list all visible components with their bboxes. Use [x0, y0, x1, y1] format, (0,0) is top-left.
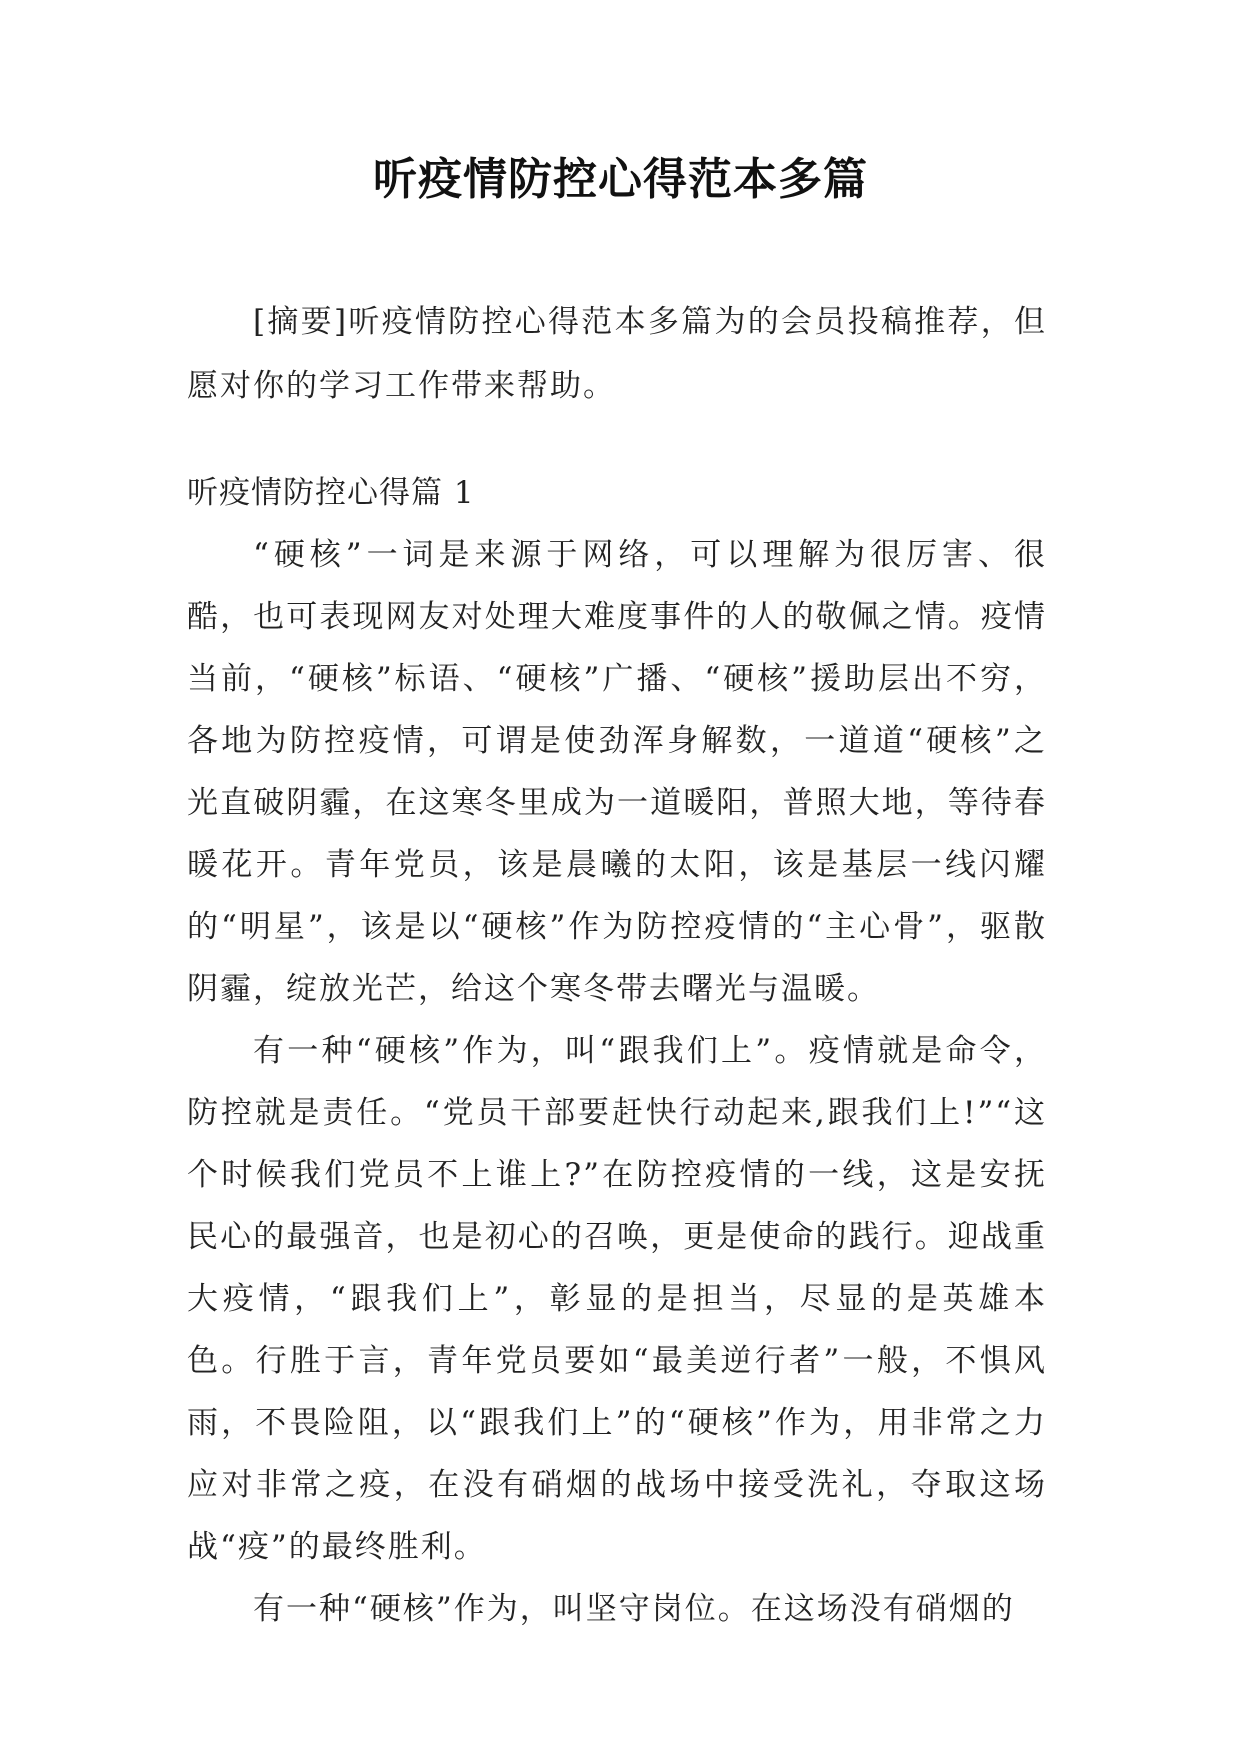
- paragraph: 有一种“硬核”作为，叫“跟我们上”。疫情就是命令，防控就是责任。“党员干部要赶快行动起来,跟我们上!”“这个时候我们党员不上谁上?”在防控疫情的一线，这是安抚民心的最强音，也是初心的召唤，更是使命的践行。迎战重大疫情，“跟我们上”，彰显的是担当，尽显的是英雄本色。行胜于言，青年党员要如“最美逆行者”一般，不惧风雨，不畏险阻，以“跟我们上”的“硬核”作为，用非常之力应对非常之疫，在没有硝烟的战场中接受洗礼，夺取这场战“疫”的最终胜利。: [187, 1033, 1047, 1565]
- document-abstract: [摘要]听疫情防控心得范本多篇为的会员投稿推荐，但愿对你的学习工作带来帮助。: [187, 304, 1047, 404]
- section-heading: 听疫情防控心得篇 1: [187, 475, 475, 511]
- paragraph: 有一种“硬核”作为，叫坚守岗位。在这场没有硝烟的: [253, 1591, 1015, 1627]
- document-title: 听疫情防控心得范本多篇: [373, 154, 868, 205]
- paragraph: “硬核”一词是来源于网络，可以理解为很厉害、很酷，也可表现网友对处理大难度事件的人的敬佩之情。疫情当前，“硬核”标语、“硬核”广播、“硬核”援助层出不穷，各地为防控疫情，可谓是使劲浑身解数，一道道“硬核”之光直破阴霾，在这寒冬里成为一道暖阳，普照大地，等待春暖花开。青年党员，该是晨曦的太阳，该是基层一线闪耀的“明星”，该是以“硬核”作为防控疫情的“主心骨”，驱散阴霾，绽放光芒，给这个寒冬带去曙光与温暖。: [187, 537, 1047, 1007]
- document-section: [187, 462, 1047, 1640]
